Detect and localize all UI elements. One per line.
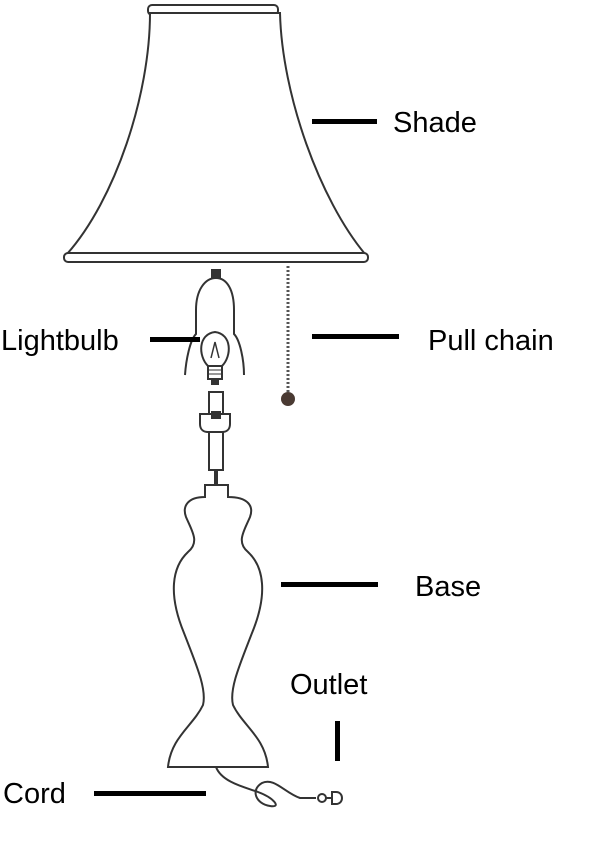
pull-chain — [281, 266, 295, 406]
cord-leader-line — [94, 791, 206, 796]
plug-icon — [318, 792, 342, 804]
lightbulb-leader-line — [150, 337, 200, 342]
outlet-leader-line — [335, 721, 340, 761]
base-label: Base — [415, 571, 482, 603]
base-leader-line — [281, 582, 378, 587]
pull-chain-label: Pull chain — [428, 325, 554, 357]
lightbulb-label: Lightbulb — [1, 325, 119, 357]
cord-label: Cord — [3, 778, 66, 810]
pull-chain-leader-line — [312, 334, 399, 339]
lamp-base — [168, 485, 268, 767]
lightbulb-icon — [201, 332, 229, 384]
shade-leader-line — [312, 119, 377, 124]
shade-label: Shade — [393, 107, 477, 139]
outlet-label: Outlet — [290, 669, 368, 701]
lamp-socket — [200, 392, 230, 485]
lamp-shade — [64, 5, 368, 262]
power-cord — [216, 767, 316, 806]
